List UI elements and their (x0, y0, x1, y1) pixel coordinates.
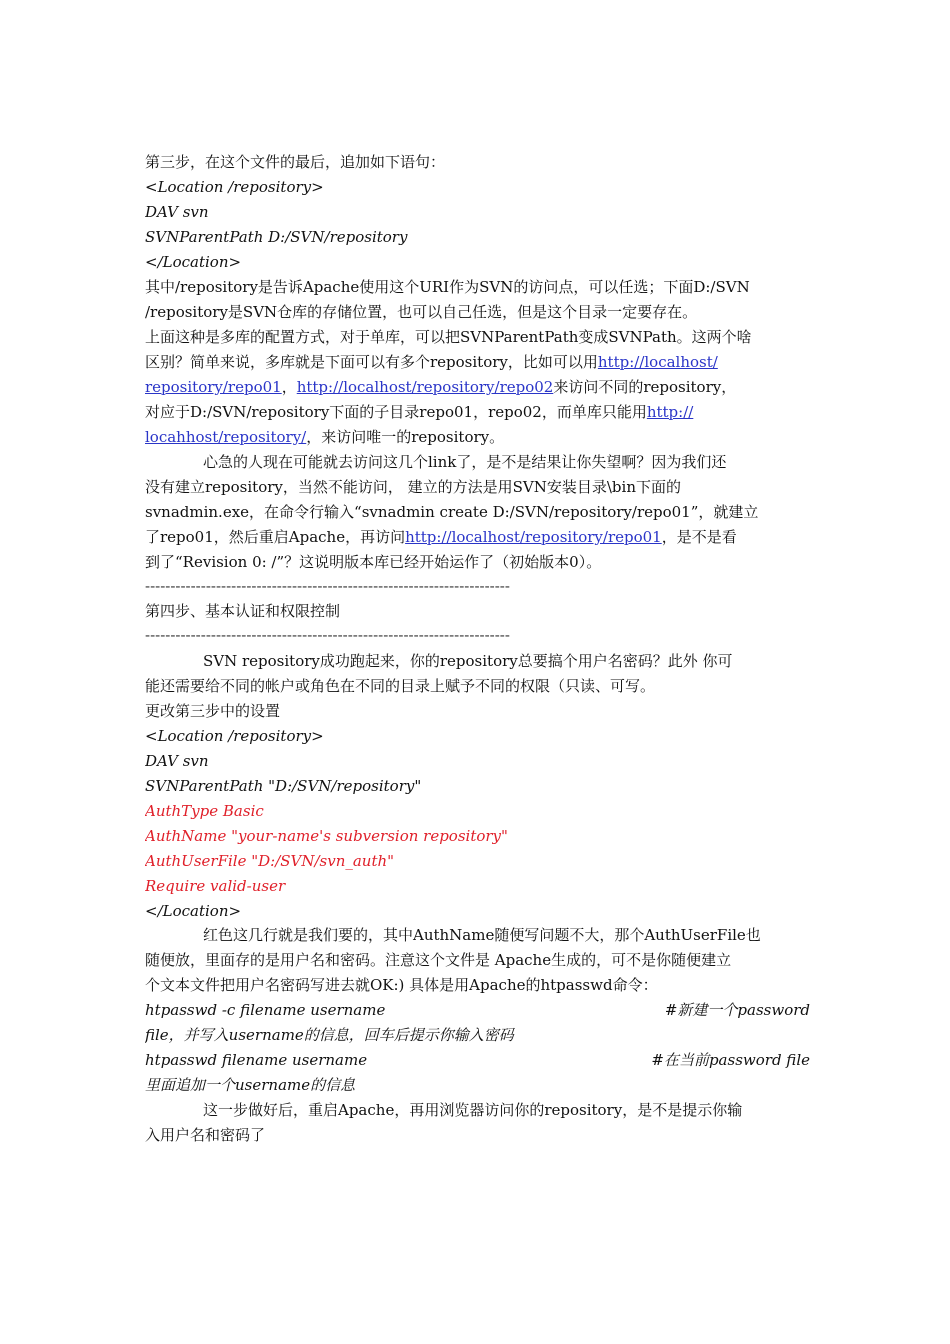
config-line-highlight: AuthType Basic (145, 802, 264, 820)
paragraph-line: 上面这种是多库的配置方式，对于单库，可以把SVNParentPath变成SVNPath。这两个啥 (145, 328, 752, 346)
paragraph-line: 随便放，里面存的是用户名和密码。注意这个文件是 Apache生成的，可不是你随便建立 (145, 951, 732, 969)
step3-heading: 第三步，在这个文件的最后，追加如下语句： (145, 153, 446, 171)
paragraph-line: 能还需要给不同的帐户或角色在不同的目录上赋予不同的权限（只读、可写。 (145, 677, 656, 695)
config-line: SVNParentPath D:/SVN/repository (145, 228, 408, 246)
paragraph-line: 个文本文件把用户名密码写进去就OK:) 具体是用Apache的htpasswd命令： (145, 976, 658, 994)
text-span: 区别？简单来说，多库就是下面可以有多个repository，比如可以用 (145, 353, 598, 371)
command-line: file，并写入username的信息，回车后提示你输入密码 (145, 1026, 514, 1044)
command-text: htpasswd filename username (145, 1051, 368, 1069)
paragraph-line (145, 425, 810, 450)
config-line-highlight: AuthName "your-name's subversion repository" (145, 827, 508, 845)
paragraph-line (145, 525, 810, 550)
paragraph-line: 心急的人现在可能就去访问这几个link了，是不是结果让你失望啊？因为我们还 (203, 453, 727, 471)
text-span: ， (281, 378, 297, 396)
link-localhost[interactable]: http://localhost/ (597, 353, 718, 371)
text-span: 对应于D:/SVN/repository下面的子目录repo01，repo02，而单库只能用 (145, 403, 647, 421)
config-line-highlight: Require valid-user (145, 877, 286, 895)
command-comment: #新建一个password (664, 1001, 810, 1019)
config-line: <Location /repository> (145, 178, 324, 196)
paragraph-line: 入用户名和密码了 (145, 1126, 266, 1144)
paragraph-line (145, 400, 810, 425)
link-repo02[interactable]: http://localhost/repository/repo02 (296, 378, 554, 396)
config-line: <Location /repository> (145, 727, 324, 745)
config-line: DAV svn (145, 203, 209, 221)
command-line (145, 1048, 810, 1073)
paragraph-line: /repository是SVN仓库的存储位置，也可以自己任选，但是这个目录一定要存在。 (145, 303, 698, 321)
command-line: 里面追加一个username的信息 (145, 1076, 356, 1094)
paragraph-line (145, 375, 810, 400)
config-line: </Location> (145, 902, 242, 920)
paragraph-line: 没有建立repository，当然不能访问， 建立的方法是用SVN安装目录\bin下面的 (145, 478, 681, 496)
config-line: SVNParentPath "D:/SVN/repository" (145, 777, 422, 795)
link-repo01[interactable]: repository/repo01 (145, 378, 282, 396)
text-span: 来访问不同的repository， (553, 378, 737, 396)
link-http[interactable]: http:// (646, 403, 694, 421)
text-span: ，来访问唯一的repository。 (306, 428, 505, 446)
command-line (145, 998, 810, 1023)
link-repo01-full[interactable]: http://localhost/repository/repo01 (405, 528, 662, 546)
paragraph-line: 其中/repository是告诉Apache使用这个URI作为SVN的访问点，可以任选；下面D:/SVN (145, 278, 750, 296)
step4-heading: 第四步、基本认证和权限控制 (145, 602, 341, 620)
config-line: DAV svn (145, 752, 209, 770)
dashed-separator: ------------------------------------------------------------------------ (145, 626, 510, 644)
paragraph-line: 到了“Revision 0: /”？这说明版本库已经开始运作了（初始版本0）。 (145, 553, 602, 571)
paragraph-line: 更改第三步中的设置 (145, 702, 281, 720)
config-line: </Location> (145, 253, 242, 271)
paragraph-line: 这一步做好后，重启Apache，再用浏览器访问你的repository，是不是提示你输 (203, 1101, 743, 1119)
dashed-separator: ------------------------------------------------------------------------ (145, 577, 510, 595)
command-text: htpasswd -c filename username (145, 1001, 386, 1019)
paragraph-line: svnadmin.exe，在命令行输入“svnadmin create D:/SVN/repository/repo01”，就建立 (145, 503, 759, 521)
text-span: 了repo01，然后重启Apache，再访问 (145, 528, 406, 546)
paragraph-line: 红色这几行就是我们要的，其中AuthName随便写问题不大，那个AuthUserFile也 (203, 926, 761, 944)
paragraph-line: SVN repository成功跑起来，你的repository总要搞个用户名密码？此外 你可 (203, 652, 733, 670)
text-span: ，是不是看 (661, 528, 737, 546)
link-locahhost-repository[interactable]: locahhost/repository/ (145, 428, 307, 446)
command-comment: #在当前password file (651, 1051, 810, 1069)
paragraph-line (145, 350, 810, 375)
config-line-highlight: AuthUserFile "D:/SVN/svn_auth" (145, 852, 395, 870)
